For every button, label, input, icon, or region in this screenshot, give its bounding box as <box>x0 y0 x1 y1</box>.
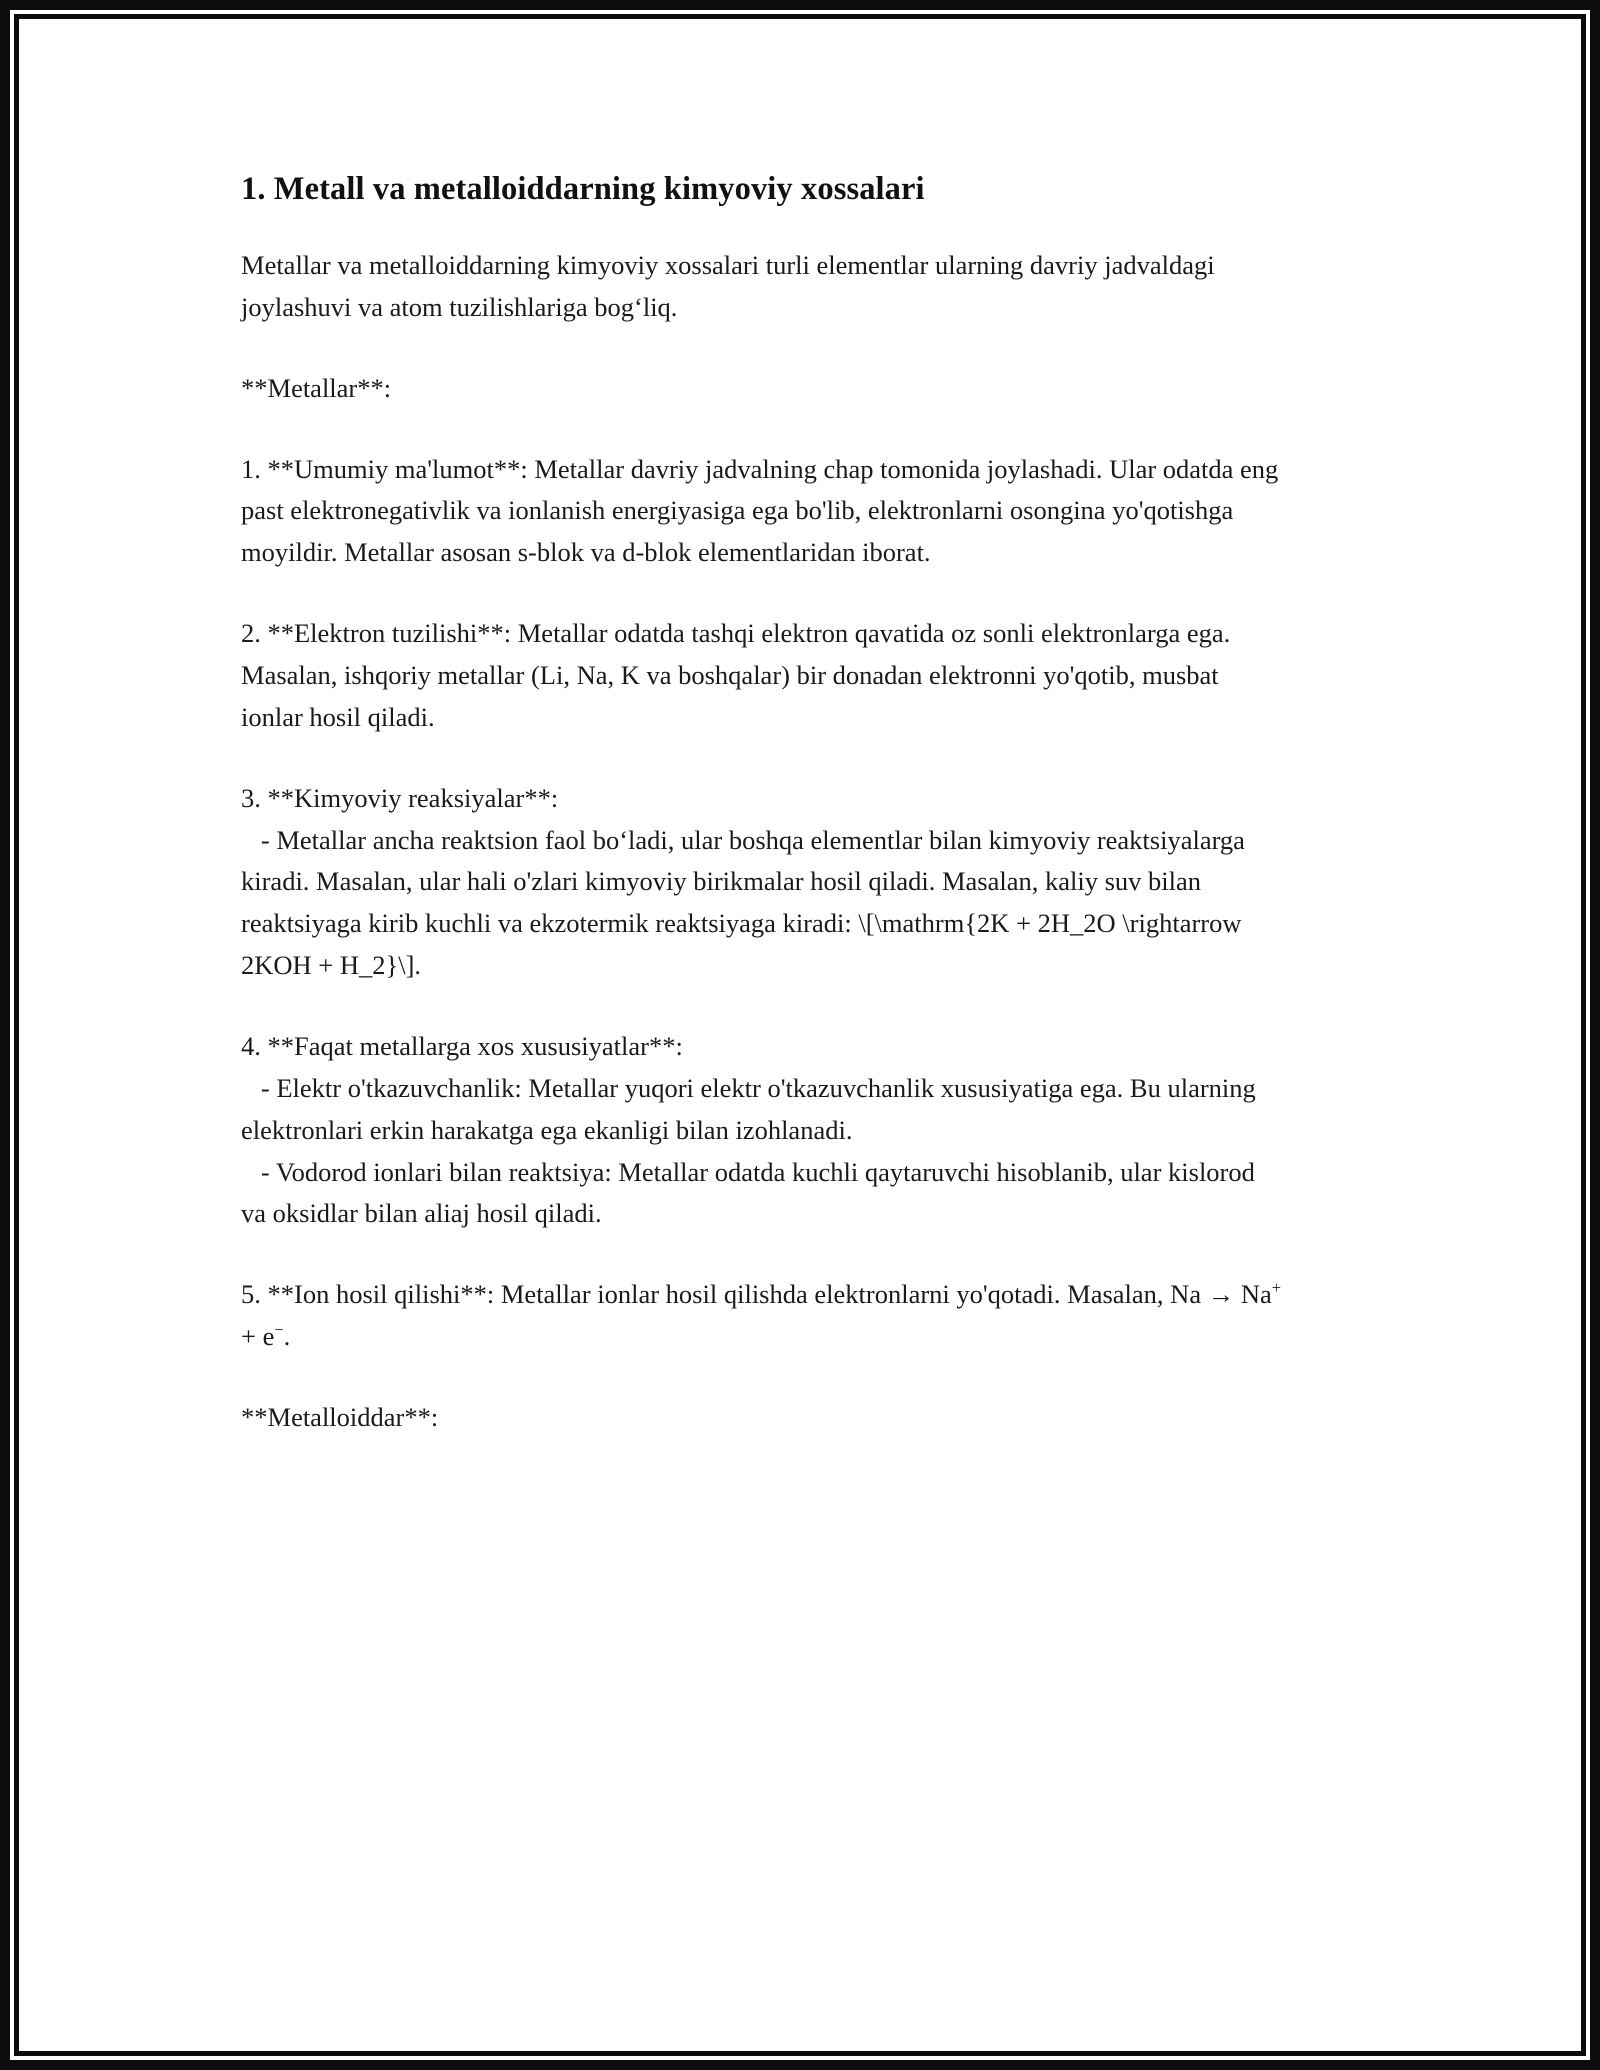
electron-symbol: e <box>262 1321 275 1352</box>
list-item-5-text: 5. **Ion hosil qilishi**: Metallar ionlar hosil qilishda elektronlarni yo'qotadi. Masalan, Na <box>241 1279 1208 1310</box>
intro-paragraph: Metallar va metalloiddarning kimyoviy xossalari turli elementlar ularning davriy jadvaldagi joylashuvi va atom tuzilishlariga bog‘liq. <box>241 249 1222 322</box>
equation-period: . <box>283 1321 291 1352</box>
list-item-3-heading: 3. **Kimyoviy reaksiyalar**: <box>241 782 559 813</box>
document-sheet <box>19 19 1581 2051</box>
list-item-4-metal-specific-properties <box>241 1026 1281 1235</box>
sodium-ion-charge: + <box>1271 1278 1282 1298</box>
sodium-ion-symbol: Na <box>1240 1279 1272 1310</box>
ion-equation-spacer <box>1234 1279 1241 1309</box>
list-item-4-heading: 4. **Faqat metallarga xos xususiyatlar**: <box>241 1030 683 1061</box>
metals-section-heading: **Metallar**: <box>241 372 392 403</box>
list-item-4-bullet-hydrogen-reaction: - Vodorod ionlari bilan reaktsiya: Metallar odatda kuchli qaytaruvchi hisoblanib, ular kislorod va oksidlar bilan aliaj hosil qiladi. <box>241 1156 1262 1229</box>
page-border-gap <box>10 10 1590 2060</box>
equation-plus-sign: + <box>241 1279 1288 1352</box>
metalloids-section-heading: **Metalloiddar**: <box>241 1401 439 1432</box>
reaction-arrow-icon: → <box>1207 1279 1235 1310</box>
page-title: 1. Metall va metalloiddarning kimyoviy xossalari <box>241 171 925 207</box>
electron-charge: − <box>274 1320 284 1340</box>
page-inner-border <box>14 14 1586 2056</box>
list-item-2-electron-structure: 2. **Elektron tuzilishi**: Metallar odatda tashqi elektron qavatida oz sonli elektronlarga ega. Masalan, ishqoriy metallar (Li, Na, K va boshqalar) bir donadan elektronni yo'qotib, musbat ionlar hosil qiladi. <box>241 618 1237 732</box>
document-body <box>19 19 1581 1439</box>
list-item-1-general-info: 1. **Umumiy ma'lumot**: Metallar davriy jadvalning chap tomonida joylashadi. Ular odatda eng past elektronegativlik va ionlanish energiyasiga ega bo'lib, elektronlarni osongina yo'qotishga moyildir. Metallar asosan s-blok va d-blok elementlaridan iborat. <box>241 453 1285 568</box>
list-item-3-body: - Metallar ancha reaktsion faol bo‘ladi, ular boshqa elementlar bilan kimyoviy reaktsiyalarga kiradi. Masalan, ular hali o'zlari kimyoviy birikmalar hosil qiladi. Masalan, kaliy suv bilan reaktsiyaga kirib kuchli va ekzotermik reaktsiyaga kiradi: \[\mathrm{2K + 2H_2O \rightarrow 2KOH + H_2}\]. <box>241 824 1252 981</box>
list-item-3-chemical-reactions <box>241 778 1281 987</box>
list-item-4-bullet-conductivity: - Elektr o'tkazuvchanlik: Metallar yuqori elektr o'tkazuvchanlik xususiyatiga ega. Bu ularning elektronlari erkin harakatga ega ekanligi bilan izohlanadi. <box>241 1072 1263 1145</box>
list-item-5-ion-formation <box>241 1274 1288 1358</box>
